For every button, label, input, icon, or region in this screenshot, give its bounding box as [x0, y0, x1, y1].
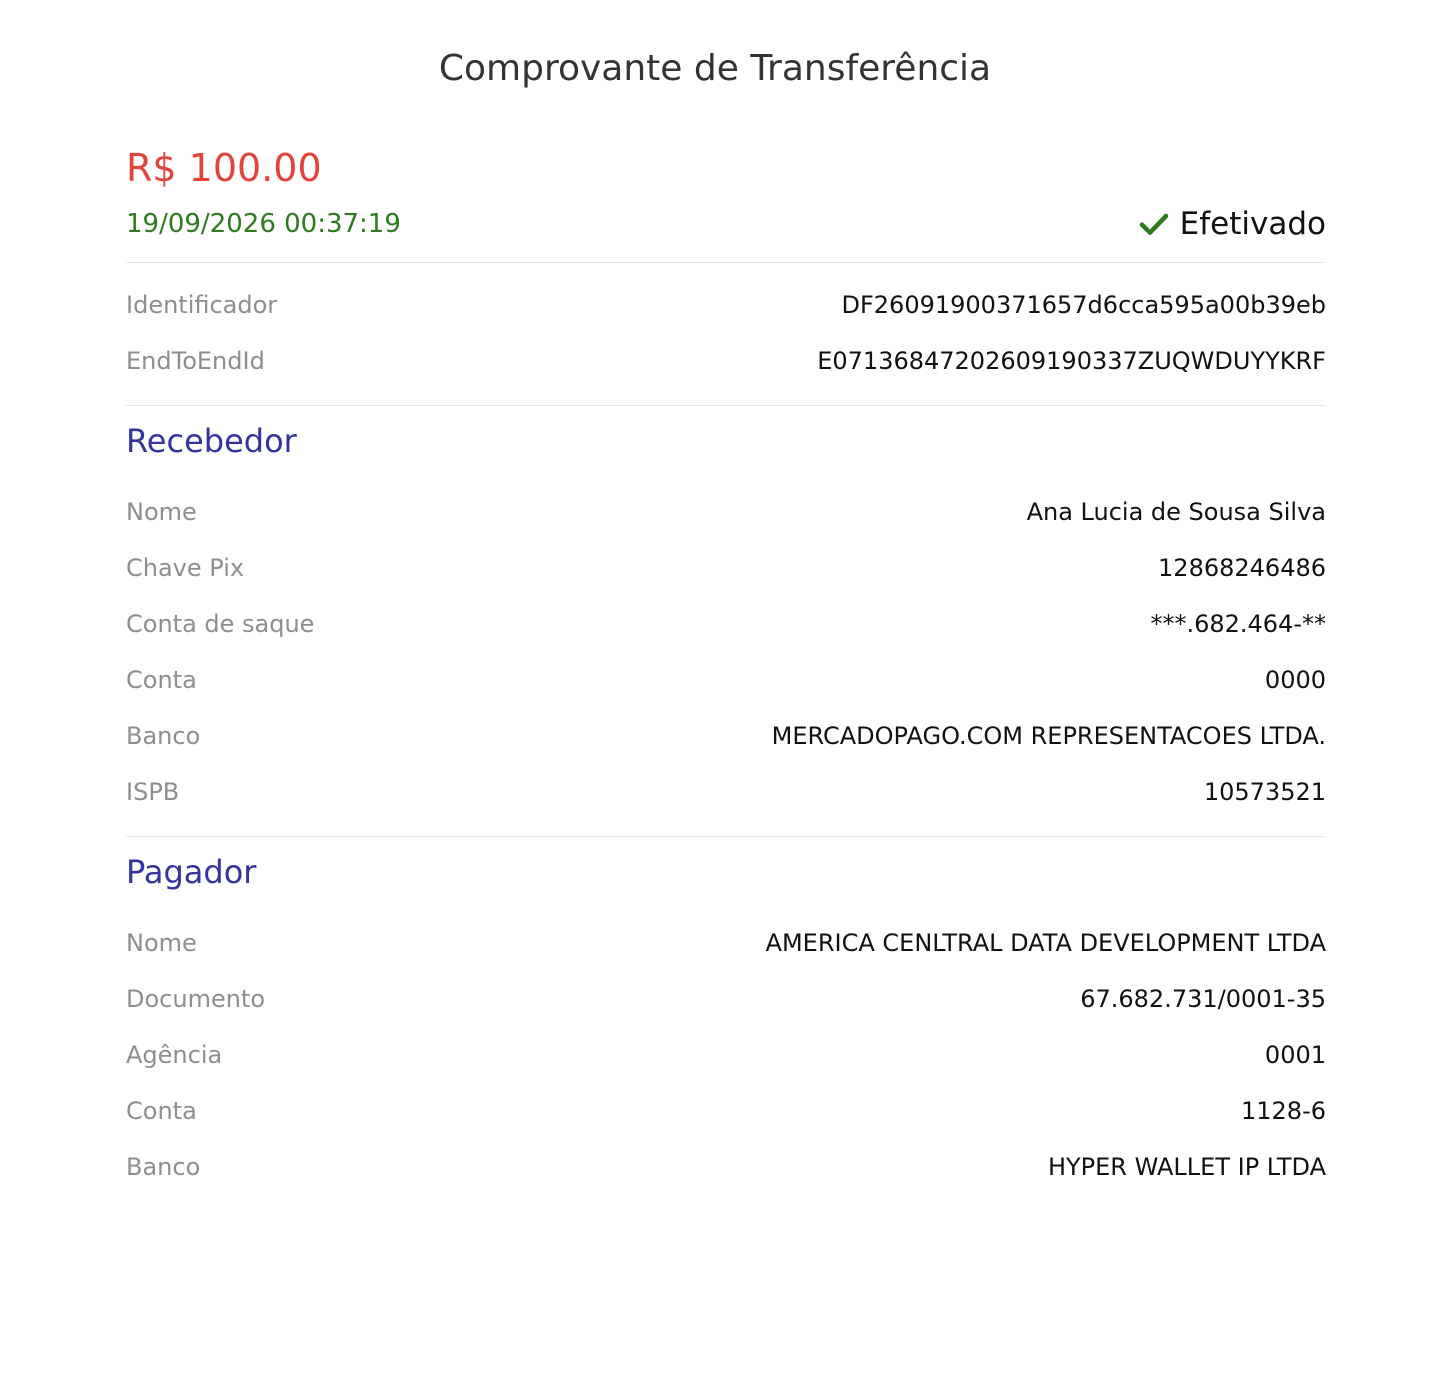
recebedor-section — [126, 406, 1326, 836]
check-icon — [1138, 208, 1170, 240]
pagador-nome-value: AMERICA CENLTRAL DATA DEVELOPMENT LTDA — [765, 929, 1326, 957]
recebedor-conta-saque-row — [126, 596, 1326, 652]
recebedor-conta-label: Conta — [126, 666, 197, 694]
status-label: Efetivado — [1179, 206, 1326, 242]
recebedor-banco-row — [126, 708, 1326, 764]
pagador-banco-value: HYPER WALLET IP LTDA — [1047, 1153, 1326, 1181]
pagador-banco-label: Banco — [126, 1153, 201, 1181]
pagador-agencia-label: Agência — [126, 1041, 223, 1069]
recebedor-title: Recebedor — [126, 422, 297, 460]
pagador-agencia-row — [126, 1027, 1326, 1083]
recebedor-banco-label: Banco — [126, 722, 201, 750]
endtoend-row — [126, 333, 1326, 389]
identificador-label: Identificador — [126, 291, 278, 319]
pagador-documento-row — [126, 971, 1326, 1027]
recebedor-conta-value: 0000 — [1264, 666, 1326, 694]
transfer-amount: R$ 100.00 — [126, 146, 322, 190]
recebedor-banco-value: MERCADOPAGO.COM REPRESENTACOES LTDA. — [771, 722, 1326, 750]
recebedor-chave-value: 12868246486 — [1158, 554, 1326, 582]
pagador-agencia-value: 0001 — [1264, 1041, 1326, 1069]
pagador-conta-row — [126, 1083, 1326, 1139]
recebedor-ispb-row — [126, 764, 1326, 820]
recebedor-nome-value: Ana Lucia de Sousa Silva — [1026, 498, 1326, 526]
recebedor-conta-saque-label: Conta de saque — [126, 610, 315, 638]
endtoend-label: EndToEndId — [126, 347, 265, 375]
recebedor-chave-label: Chave Pix — [126, 554, 245, 582]
pagador-documento-label: Documento — [126, 985, 266, 1013]
page-title: Comprovante de Transferência — [438, 48, 992, 89]
recebedor-conta-row — [126, 652, 1326, 708]
ids-section — [126, 263, 1326, 405]
recebedor-nome-row — [126, 484, 1326, 540]
recebedor-nome-label: Nome — [126, 498, 197, 526]
pagador-nome-row — [126, 915, 1326, 971]
pagador-section — [126, 837, 1326, 1211]
receipt-content — [126, 140, 1326, 1211]
recebedor-chave-row — [126, 540, 1326, 596]
pagador-title: Pagador — [126, 853, 257, 891]
recebedor-ispb-value: 10573521 — [1203, 778, 1326, 806]
identificador-value: DF26091900371657d6cca595a00b39eb — [841, 291, 1326, 319]
pagador-documento-value: 67.682.731/0001-35 — [1080, 985, 1326, 1013]
recebedor-ispb-label: ISPB — [126, 778, 180, 806]
date-status-row — [126, 196, 1326, 252]
identificador-row — [126, 277, 1326, 333]
status-badge — [1138, 206, 1326, 242]
pagador-conta-value: 1128-6 — [1240, 1097, 1326, 1125]
pagador-conta-label: Conta — [126, 1097, 197, 1125]
pagador-nome-label: Nome — [126, 929, 197, 957]
endtoend-value: E07136847202609190337ZUQWDUYYKRF — [817, 347, 1326, 375]
recebedor-conta-saque-value: ***.682.464-** — [1150, 610, 1326, 638]
pagador-banco-row — [126, 1139, 1326, 1195]
transfer-datetime: 19/09/2026 00:37:19 — [126, 209, 401, 239]
